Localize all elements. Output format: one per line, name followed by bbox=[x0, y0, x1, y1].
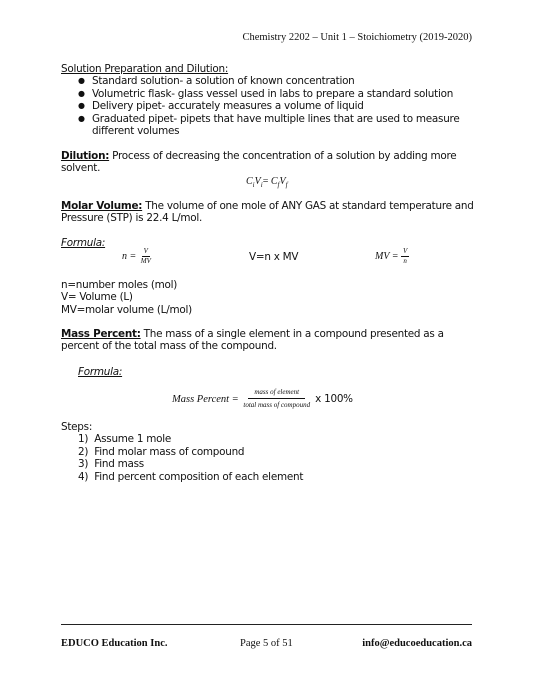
definitions-list bbox=[61, 75, 473, 137]
eq-sub-f: f bbox=[277, 181, 280, 189]
mass-percent-definition bbox=[61, 328, 475, 353]
molar-volume-definition bbox=[61, 200, 475, 225]
list-item: ● Delivery pipet- accurately measures a volume of liquid bbox=[61, 100, 473, 112]
formula-rhs: x 100% bbox=[312, 393, 353, 405]
running-header: Chemistry 2202 – Unit 1 – Stoichiometry (2019-2020) bbox=[242, 32, 472, 43]
mass-percent-text: The mass of a single element in a compound presented as a percent of the total mass of the compound. bbox=[61, 328, 444, 353]
eq-sub-i: i bbox=[260, 181, 263, 189]
molar-volume-text: The volume of one mole of ANY GAS at standard temperature and Pressure (STP) is 22.4 L/mol. bbox=[61, 200, 474, 225]
section-heading: Solution Preparation and Dilution: bbox=[61, 63, 229, 75]
legend-line: MV=molar volume (L/mol) bbox=[61, 303, 192, 316]
fraction-numerator: mass of element bbox=[248, 388, 305, 399]
eq-v2: V bbox=[279, 176, 286, 187]
list-item: 2) Find molar mass of compound bbox=[78, 445, 245, 458]
variable-legend bbox=[61, 279, 192, 316]
formula-lhs: n = bbox=[122, 251, 139, 262]
mass-percent-formula bbox=[172, 388, 353, 410]
steps-label: Steps: bbox=[61, 421, 93, 433]
formula-molar-volume bbox=[375, 247, 409, 266]
page-number: Page 5 of 51 bbox=[240, 638, 293, 649]
fraction bbox=[241, 388, 312, 410]
formula-lhs: MV = bbox=[375, 251, 402, 262]
list-item: 4) Find percent composition of each element bbox=[78, 470, 304, 483]
fraction-numerator: V bbox=[403, 247, 408, 255]
list-item: ● Graduated pipet- pipets that have multiple lines that are used to measure different volumes bbox=[61, 113, 473, 138]
list-item: ● Volumetric flask- glass vessel used in labs to prepare a standard solution bbox=[61, 88, 473, 100]
dilution-definition bbox=[61, 150, 475, 175]
footer-divider bbox=[61, 624, 472, 625]
fraction-denominator: total mass of compound bbox=[243, 401, 311, 409]
eq-sub-i: i bbox=[252, 181, 255, 189]
formula-label: Formula: bbox=[78, 366, 123, 378]
molar-volume-term: Molar Volume: bbox=[61, 200, 143, 212]
eq-sub-f: f bbox=[285, 181, 288, 189]
footer-company: EDUCO Education Inc. bbox=[61, 638, 168, 649]
steps-section bbox=[61, 421, 303, 483]
fraction-denominator: n bbox=[403, 257, 407, 265]
eq-c1: C bbox=[246, 176, 253, 187]
fraction bbox=[401, 247, 409, 266]
formula-volume: V=n x MV bbox=[249, 251, 299, 263]
eq-v1: V bbox=[254, 176, 261, 187]
dilution-text: Process of decreasing the concentration of a solution by adding more solvent. bbox=[61, 150, 457, 175]
fraction bbox=[139, 247, 153, 266]
list-item: ● Standard solution- a solution of known concentration bbox=[61, 75, 473, 87]
formula-moles bbox=[122, 247, 153, 266]
formula-lhs: Mass Percent = bbox=[172, 393, 242, 405]
eq-c2: C bbox=[270, 176, 278, 187]
solution-prep-section bbox=[61, 63, 473, 137]
dilution-equation bbox=[246, 176, 288, 189]
list-item: 1) Assume 1 mole bbox=[78, 433, 172, 446]
dilution-term: Dilution: bbox=[61, 150, 110, 162]
formula-label: Formula: bbox=[61, 237, 106, 249]
list-item: 3) Find mass bbox=[78, 458, 144, 471]
legend-line: n=number moles (mol) bbox=[61, 279, 178, 291]
eq-equals: = bbox=[262, 176, 271, 187]
steps-list bbox=[61, 433, 303, 483]
footer-email: info@educoeducation.ca bbox=[362, 638, 472, 649]
fraction-denominator: MV bbox=[140, 257, 151, 265]
legend-line: V= Volume (L) bbox=[61, 291, 133, 304]
fraction-numerator: V bbox=[143, 247, 148, 255]
mass-percent-term: Mass Percent: bbox=[61, 328, 141, 340]
